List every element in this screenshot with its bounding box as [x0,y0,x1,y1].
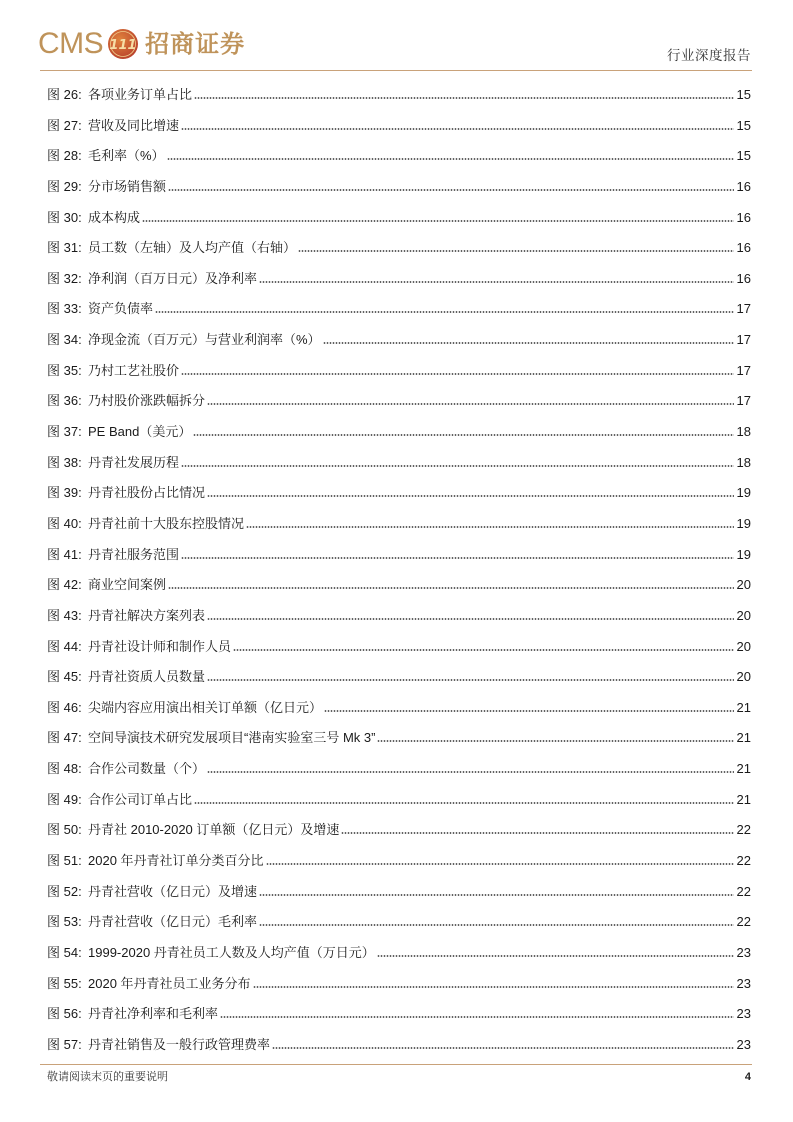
toc-page-number: 16 [736,178,751,194]
toc-page-number: 21 [736,730,751,746]
dot-leader [298,250,734,252]
figure-label: 图 48: [47,761,82,777]
figure-title: 尖端内容应用演出相关订单额（亿日元） [88,699,323,715]
figure-title: 毛利率（%） [88,148,165,164]
toc-entry[interactable] [47,754,751,785]
figure-label: 图 42: [47,577,82,593]
dot-leader [168,587,734,589]
figure-label: 图 30: [47,209,82,225]
dot-leader [207,403,734,405]
figure-title: 丹青社设计师和制作人员 [88,638,232,654]
figure-label: 图 51: [47,853,82,869]
toc-entry[interactable] [47,723,751,754]
figure-label: 图 52: [47,883,82,899]
toc-page-number: 15 [736,87,751,102]
figure-title: 丹青社 2010-2020 订单额（亿日元）及增速 [88,822,340,838]
dot-leader [181,557,734,559]
toc-page-number: 22 [736,822,751,838]
figure-title: 1999-2020 丹青社员工人数及人均产值（万日元） [88,944,375,960]
dot-leader [377,740,733,742]
figure-title: 丹青社服务范围 [88,546,180,562]
dot-leader [155,311,734,313]
figure-title: 乃村工艺社股价 [88,362,180,378]
toc-page-number: 16 [736,270,751,286]
dot-leader [259,894,734,896]
dot-leader [259,924,734,926]
toc-entry[interactable] [47,540,751,571]
figure-label: 图 49: [47,791,82,807]
dot-leader [193,434,733,436]
toc-entry[interactable] [47,417,751,448]
toc-entry[interactable] [47,632,751,663]
figure-label: 图 39: [47,485,82,501]
toc-entry[interactable] [47,846,751,877]
toc-entry[interactable] [47,233,751,264]
footer-divider [40,1064,752,1065]
figure-label: 图 55: [47,975,82,991]
toc-page-number: 17 [736,393,751,409]
figure-label: 图 54: [47,944,82,960]
figure-list [47,80,751,1061]
toc-entry[interactable] [47,815,751,846]
figure-label: 图 47: [47,730,82,746]
toc-entry[interactable] [47,294,751,325]
dot-leader [207,679,734,681]
dot-leader [220,1016,734,1018]
toc-page-number: 21 [736,761,751,777]
figure-label: 图 57: [47,1036,82,1052]
toc-page-number: 19 [736,485,751,501]
figure-title: 净利润（百万日元）及净利率 [88,270,258,286]
toc-entry[interactable] [47,264,751,295]
toc-page-number: 23 [736,1036,751,1052]
figure-title: 空间导演技术研究发展项目“港南实验室三号 Mk 3” [88,730,376,746]
figure-title: 乃村股价涨跌幅拆分 [88,393,206,409]
figure-title: 丹青社股份占比情况 [88,485,206,501]
header-divider [40,70,752,71]
toc-entry[interactable] [47,325,751,356]
toc-page-number: 20 [736,577,751,593]
dot-leader [207,495,734,497]
figure-title: 员工数（左轴）及人均产值（右轴） [88,240,297,256]
figure-title: 合作公司订单占比 [88,791,193,807]
dot-leader [194,97,734,99]
figure-label: 图 35: [47,362,82,378]
toc-entry[interactable] [47,478,751,509]
toc-entry[interactable] [47,509,751,540]
figure-label: 图 45: [47,669,82,685]
toc-entry[interactable] [47,448,751,479]
toc-page-number: 19 [736,546,751,562]
toc-entry[interactable] [47,938,751,969]
toc-entry[interactable] [47,570,751,601]
footer-page-number: 4 [744,1071,751,1083]
toc-entry[interactable] [47,907,751,938]
figure-title: 分市场销售额 [88,178,167,194]
footer-disclaimer: 敬请阅读末页的重要说明 [47,1071,168,1083]
figure-label: 图 33: [47,301,82,317]
toc-entry[interactable] [47,172,751,203]
figure-label: 图 28: [47,148,82,164]
dot-leader [377,955,734,957]
toc-entry[interactable] [47,80,751,111]
toc-page-number: 15 [736,148,751,164]
dot-leader [246,526,734,528]
figure-title: 2020 年丹青社订单分类百分比 [88,853,264,869]
toc-page-number: 16 [736,240,751,256]
toc-page-number: 23 [736,944,751,960]
figure-title: 丹青社净利率和毛利率 [88,1006,219,1022]
company-logo [38,26,245,62]
figure-label: 图 34: [47,332,82,348]
toc-entry[interactable] [47,601,751,632]
report-type-label: 行业深度报告 [667,48,751,63]
figure-label: 图 53: [47,914,82,930]
logo-emblem-icon [107,28,139,60]
dot-leader [233,649,734,651]
figure-label: 图 44: [47,638,82,654]
dot-leader [194,802,734,804]
figure-title: 丹青社资质人员数量 [88,669,206,685]
figure-label: 图 38: [47,454,82,470]
toc-page-number: 15 [736,117,751,133]
figure-title: 丹青社营收（亿日元）毛利率 [88,914,258,930]
toc-entry[interactable] [47,356,751,387]
figure-title: 丹青社营收（亿日元）及增速 [88,883,258,899]
toc-page-number: 23 [736,975,751,991]
figure-title: PE Band（美元） [88,424,192,440]
figure-label: 图 41: [47,546,82,562]
toc-page-number: 18 [736,424,751,440]
logo-emblem-mark: 111 [109,38,137,53]
toc-entry[interactable] [47,1030,751,1061]
logo-company-name: 招商证券 [145,30,246,58]
toc-page-number: 17 [736,332,751,348]
toc-page-number: 19 [736,515,751,531]
toc-page-number: 16 [736,209,751,225]
dot-leader [272,1047,734,1049]
figure-title: 净现金流（百万元）与营业利润率（%） [88,332,321,348]
dot-leader [266,863,734,865]
toc-page-number: 18 [736,454,751,470]
figure-label: 图 37: [47,424,82,440]
dot-leader [253,986,734,988]
dot-leader [323,342,734,344]
toc-page-number: 21 [736,791,751,807]
dot-leader [142,220,734,222]
figure-title: 丹青社前十大股东控股情况 [88,515,245,531]
figure-title: 资产负债率 [88,301,154,317]
dot-leader [324,710,734,712]
toc-entry[interactable] [47,969,751,1000]
page-header [0,0,793,72]
toc-page-number: 22 [736,883,751,899]
figure-title: 成本构成 [88,209,141,225]
dot-leader [341,832,733,834]
toc-page-number: 20 [736,669,751,685]
figure-label: 图 29: [47,178,82,194]
toc-entry[interactable] [47,662,751,693]
toc-entry[interactable] [47,111,751,142]
figure-label: 图 43: [47,607,82,623]
figure-title: 丹青社发展历程 [88,454,180,470]
toc-page-number: 22 [736,914,751,930]
dot-leader [259,281,734,283]
figure-label: 图 32: [47,270,82,286]
figure-label: 图 36: [47,393,82,409]
dot-leader [168,189,734,191]
figure-label: 图 27: [47,117,82,133]
dot-leader [181,373,734,375]
toc-page-number: 23 [736,1006,751,1022]
figure-label: 图 26: [47,87,82,102]
toc-entry[interactable] [47,693,751,724]
figure-label: 图 40: [47,515,82,531]
toc-entry[interactable] [47,877,751,908]
figure-title: 合作公司数量（个） [88,761,206,777]
toc-page-number: 22 [736,853,751,869]
logo-cms-text: CMS [38,27,104,60]
toc-page-number: 21 [736,699,751,715]
dot-leader [181,465,734,467]
figure-label: 图 56: [47,1006,82,1022]
toc-page-number: 20 [736,607,751,623]
dot-leader [207,771,734,773]
toc-entry[interactable] [47,785,751,816]
figure-title: 2020 年丹青社员工业务分布 [88,975,251,991]
toc-entry[interactable] [47,203,751,234]
figure-title: 商业空间案例 [88,577,167,593]
toc-page-number: 20 [736,638,751,654]
figure-label: 图 46: [47,699,82,715]
toc-entry[interactable] [47,141,751,172]
toc-page-number: 17 [736,301,751,317]
toc-entry[interactable] [47,999,751,1030]
dot-leader [181,128,734,130]
toc-entry[interactable] [47,386,751,417]
figure-title: 营收及同比增速 [88,117,180,133]
figure-title: 各项业务订单占比 [88,87,193,102]
figure-label: 图 50: [47,822,82,838]
dot-leader [167,158,734,160]
dot-leader [207,618,734,620]
figure-title: 丹青社解决方案列表 [88,607,206,623]
figure-title: 丹青社销售及一般行政管理费率 [88,1036,271,1052]
toc-page-number: 17 [736,362,751,378]
figure-label: 图 31: [47,240,82,256]
